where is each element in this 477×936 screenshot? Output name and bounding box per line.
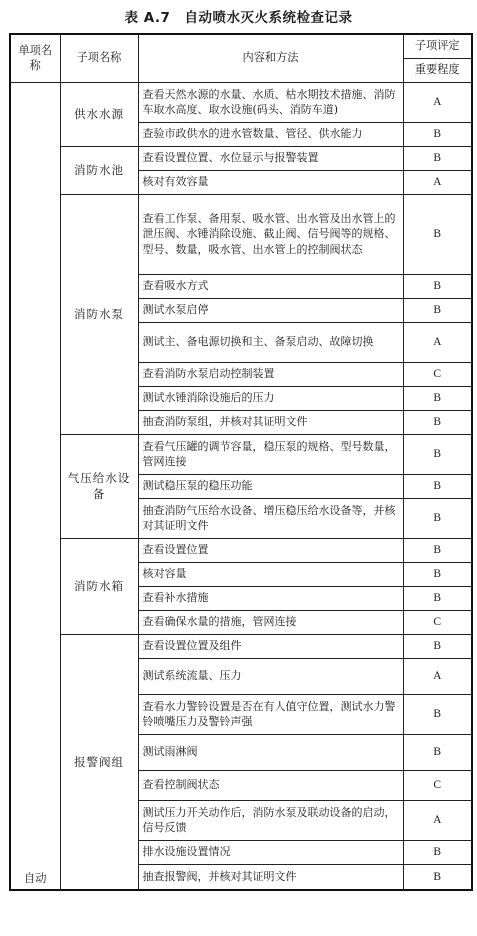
inspection-method: 查看确保水量的措施，管网连接 xyxy=(138,610,403,634)
inspection-method: 测试水泵启停 xyxy=(138,298,403,322)
importance-level: B xyxy=(403,386,472,410)
table-body xyxy=(10,82,472,890)
importance-level: B xyxy=(403,274,472,298)
inspection-method: 查看工作泵、备用泵、吸水管、出水管及出水管上的泄压阀、水锤消除设施、截止阀、信号阀等的规格、型号、数量，吸水管、出水管上的控制阀状态 xyxy=(138,194,403,274)
inspection-method: 查看设置位置 xyxy=(138,538,403,562)
sub-item-name: 报警阀组 xyxy=(60,634,138,890)
inspection-table xyxy=(9,33,473,891)
inspection-method: 查看水力警铃设置是否在有人值守位置，测试水力警铃喷嘴压力及警铃声强 xyxy=(138,694,403,734)
importance-level: C xyxy=(403,362,472,386)
table-row xyxy=(10,538,472,562)
importance-level: B xyxy=(403,634,472,658)
importance-level: B xyxy=(403,298,472,322)
inspection-method: 查验市政供水的进水管数量、管径、供水能力 xyxy=(138,122,403,146)
table-row xyxy=(10,634,472,658)
importance-level: A xyxy=(403,322,472,362)
inspection-method: 测试水锤消除设施后的压力 xyxy=(138,386,403,410)
inspection-method: 查看补水措施 xyxy=(138,586,403,610)
importance-level: B xyxy=(403,586,472,610)
inspection-method: 抽查消防泵组，并核对其证明文件 xyxy=(138,410,403,434)
importance-level: B xyxy=(403,694,472,734)
importance-level: A xyxy=(403,800,472,840)
importance-level: B xyxy=(403,474,472,498)
sub-item-name: 气压给水设备 xyxy=(60,434,138,538)
importance-level: B xyxy=(403,840,472,864)
inspection-method: 测试稳压泵的稳压功能 xyxy=(138,474,403,498)
unit-name-cell: 自动 xyxy=(10,82,60,890)
inspection-method: 测试系统流量、压力 xyxy=(138,658,403,694)
table-row xyxy=(10,82,472,122)
table-row xyxy=(10,194,472,274)
inspection-method: 查看气压罐的调节容量，稳压泵的规格、型号数量，管网连接 xyxy=(138,434,403,474)
sub-item-name: 消防水泵 xyxy=(60,194,138,434)
sub-item-name: 供水水源 xyxy=(60,82,138,146)
importance-level: A xyxy=(403,170,472,194)
importance-level: B xyxy=(403,410,472,434)
inspection-method: 核对容量 xyxy=(138,562,403,586)
inspection-method: 核对有效容量 xyxy=(138,170,403,194)
importance-level: C xyxy=(403,610,472,634)
inspection-method: 测试压力开关动作后，消防水泵及联动设备的启动，信号反馈 xyxy=(138,800,403,840)
inspection-method: 查看设置位置及组件 xyxy=(138,634,403,658)
inspection-method: 查看天然水源的水量、水质、枯水期技术措施、消防车取水高度、取水设施(码头、消防车道) xyxy=(138,82,403,122)
page-title: 表 A.7 自动喷水灭火系统检查记录 xyxy=(124,10,353,26)
inspection-method: 查看消防水泵启动控制装置 xyxy=(138,362,403,386)
table-row xyxy=(10,434,472,474)
importance-level: A xyxy=(403,658,472,694)
inspection-method: 抽查报警阀，并核对其证明文件 xyxy=(138,864,403,890)
header-sub: 子项名称 xyxy=(60,34,138,82)
importance-level: B xyxy=(403,146,472,170)
importance-level: B xyxy=(403,864,472,890)
inspection-method: 抽查消防气压给水设备、增压稳压给水设备等，并核对其证明文件 xyxy=(138,498,403,538)
importance-level: B xyxy=(403,734,472,770)
sub-item-name: 消防水箱 xyxy=(60,538,138,634)
importance-level: C xyxy=(403,770,472,800)
inspection-method: 测试主、备电源切换和主、备泵启动、故障切换 xyxy=(138,322,403,362)
inspection-method: 排水设施设置情况 xyxy=(138,840,403,864)
importance-level: B xyxy=(403,562,472,586)
header-eval: 子项评定 xyxy=(403,34,472,58)
table-row xyxy=(10,146,472,170)
header-content: 内容和方法 xyxy=(138,34,403,82)
importance-level: B xyxy=(403,498,472,538)
inspection-method: 查看吸水方式 xyxy=(138,274,403,298)
importance-level: B xyxy=(403,538,472,562)
importance-level: A xyxy=(403,82,472,122)
importance-level: B xyxy=(403,194,472,274)
inspection-method: 查看设置位置、水位显示与报警装置 xyxy=(138,146,403,170)
inspection-method: 测试雨淋阀 xyxy=(138,734,403,770)
header-importance: 重要程度 xyxy=(403,58,472,82)
inspection-method: 查看控制阀状态 xyxy=(138,770,403,800)
header-unit: 单项名称 xyxy=(10,34,60,82)
sub-item-name: 消防水池 xyxy=(60,146,138,194)
importance-level: B xyxy=(403,434,472,474)
importance-level: B xyxy=(403,122,472,146)
